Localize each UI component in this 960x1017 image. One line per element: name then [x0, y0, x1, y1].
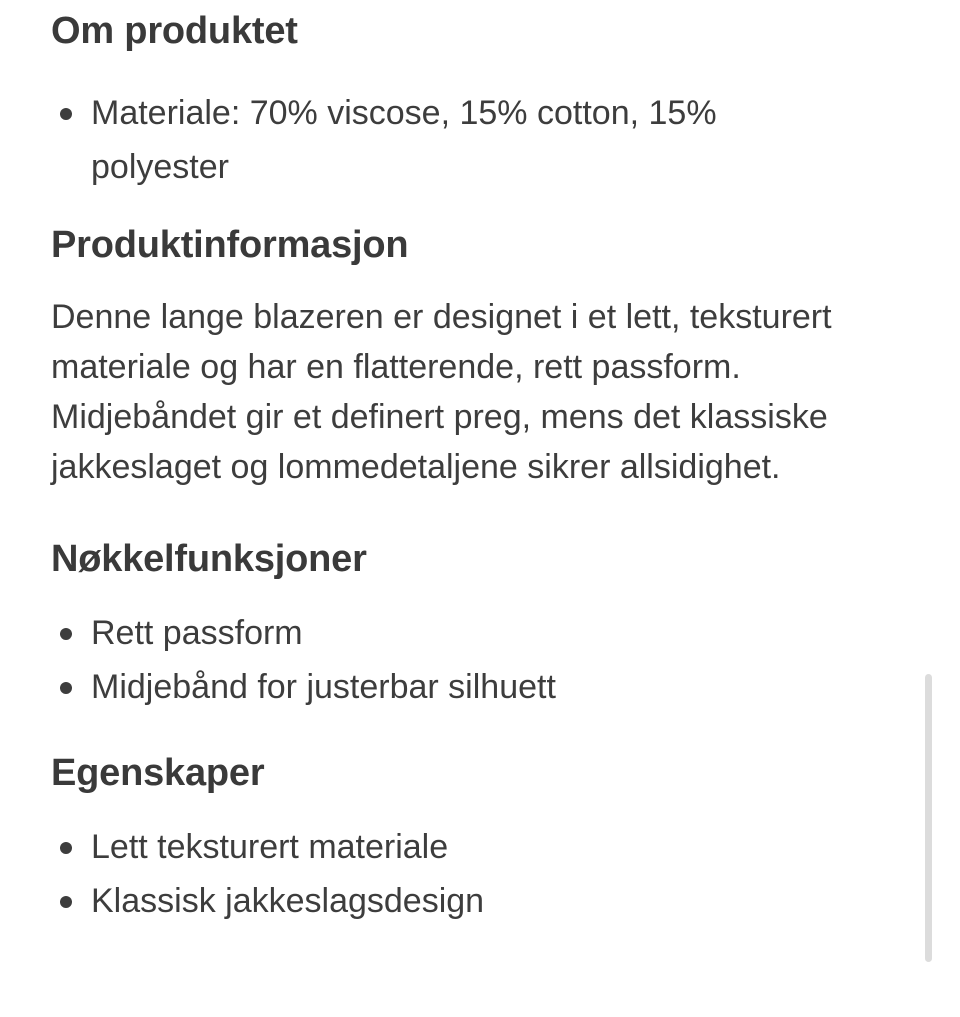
bullet-icon [60, 108, 72, 120]
features-list [51, 606, 921, 714]
product-description [51, 0, 921, 928]
scrollbar[interactable] [925, 674, 932, 962]
about-list [51, 86, 811, 194]
section-heading-features: Nøkkelfunksjoner [51, 538, 367, 580]
list-item: Klassisk jakkeslagsdesign [51, 874, 921, 928]
list-item: Rett passform [51, 606, 921, 660]
section-heading-about: Om produktet [51, 10, 298, 52]
bullet-icon [60, 682, 72, 694]
list-item: Lett teksturert materiale [51, 820, 921, 874]
bullet-icon [60, 896, 72, 908]
list-item: Midjebånd for justerbar silhuett [51, 660, 921, 714]
info-paragraph: Denne lange blazeren er designet i et lett, teksturert materiale og har en flatterende, rett passform. Midjebåndet gir et definert preg, mens det klassiske jakkeslaget og lommedetaljene sikrer allsidighet. [51, 298, 832, 486]
properties-list [51, 820, 921, 928]
bullet-icon [60, 842, 72, 854]
bullet-icon [60, 628, 72, 640]
section-heading-info: Produktinformasjon [51, 224, 409, 266]
section-heading-properties: Egenskaper [51, 752, 265, 794]
list-item: Materiale: 70% viscose, 15% cotton, 15% polyester [51, 86, 811, 194]
